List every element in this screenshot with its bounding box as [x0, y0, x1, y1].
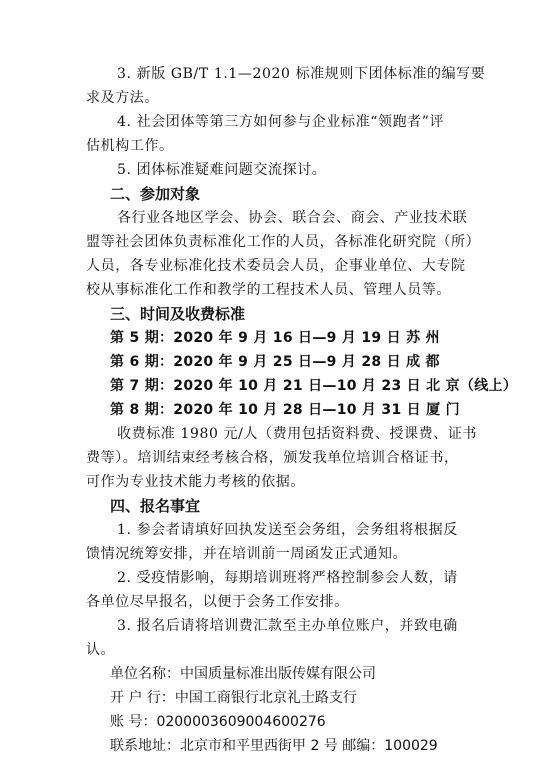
registration-1-line-2: 馈情况统筹安排，并在培训前一周函发正式通知。 [86, 546, 408, 562]
fee-line-3: 可作为专业技术能力考核的依据。 [86, 474, 305, 490]
fee-line-1: 收费标准 1980 元/人（费用包括资料费、授课费、证书 [117, 426, 478, 442]
registration-3-line-1: 3. 报名后请将培训费汇款至主办单位账户，并致电确 [117, 618, 458, 634]
item-4-line-1: 4. 社会团体等第三方如何参与企业标准“领跑者”评 [117, 114, 445, 130]
registration-2-line-1: 2. 受疫情影响，每期培训班将严格控制参会人数，请 [117, 570, 458, 586]
section-heading-schedule: 三、时间及收费标准 [110, 305, 246, 323]
session-6: 第 6 期：2020 年 9 月 25 日—9 月 28 日 成 都 [110, 354, 440, 370]
contact-address: 联系地址：北京市和平里西街甲 2 号 邮编：100029 [110, 738, 438, 754]
session-5: 第 5 期：2020 年 9 月 16 日—9 月 19 日 苏 州 [110, 330, 440, 346]
section-heading-registration: 四、报名事宜 [110, 497, 201, 515]
participants-line-2: 盟等社会团体负责标准化工作的人员，各标准化研究院（所） [86, 234, 481, 250]
fee-line-2: 费等）。培训结束经考核合格，颁发我单位培训合格证书， [86, 450, 459, 466]
account-number: 账 号：0200003609004600276 [110, 714, 326, 730]
registration-2-line-2: 各单位尽早报名，以便于会务工作安排。 [86, 594, 349, 610]
participants-line-1: 各行业各地区学会、协会、联合会、商会、产业技术联 [117, 210, 468, 226]
item-5-line: 5. 团体标准疑难问题交流探讨。 [117, 162, 327, 178]
item-3-line-2: 求及方法。 [86, 90, 159, 106]
session-7: 第 7 期：2020 年 10 月 21 日—10 月 23 日 北 京（线上） [110, 378, 518, 394]
registration-3-line-2: 认。 [86, 642, 116, 658]
item-3-line-1: 3. 新版 GB/T 1.1—2020 标准规则下团体标准的编写要 [117, 66, 486, 82]
section-heading-participants: 二、参加对象 [110, 185, 201, 203]
account-bank: 开 户 行：中国工商银行北京礼士路支行 [110, 690, 357, 706]
participants-line-4: 校从事标准化工作和教学的工程技术人员、管理人员等。 [86, 282, 451, 298]
item-4-line-2: 估机构工作。 [86, 138, 174, 154]
registration-1-line-1: 1. 参会者请填好回执发送至会务组，会务组将根据反 [117, 522, 458, 538]
session-8: 第 8 期：2020 年 10 月 28 日—10 月 31 日 厦 门 [110, 402, 460, 418]
account-name: 单位名称：中国质量标准出版传媒有限公司 [110, 666, 376, 682]
participants-line-3: 人员，各专业标准化技术委员会人员，企事业单位、大专院 [86, 258, 466, 274]
